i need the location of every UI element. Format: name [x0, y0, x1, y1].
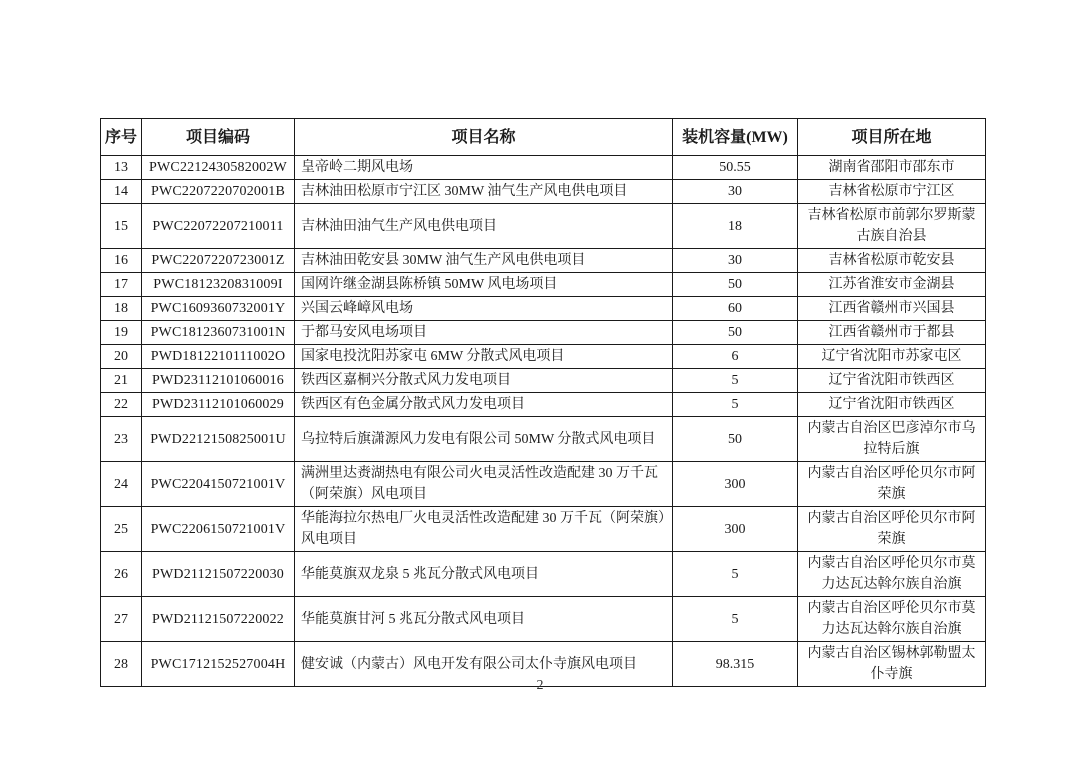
cell-code: PWC1712152527004H [142, 642, 295, 687]
page-number: 2 [536, 678, 544, 693]
cell-serial: 20 [101, 345, 142, 369]
cell-name: 国家电投沈阳苏家屯 6MW 分散式风电项目 [295, 345, 673, 369]
cell-capacity: 6 [673, 345, 798, 369]
cell-capacity: 98.315 [673, 642, 798, 687]
cell-code: PWC22072207210011 [142, 204, 295, 249]
cell-name: 铁西区有色金属分散式风力发电项目 [295, 393, 673, 417]
cell-code: PWC2204150721001V [142, 462, 295, 507]
cell-location: 内蒙古自治区呼伦贝尔市莫力达瓦达斡尔族自治旗 [798, 552, 986, 597]
cell-code: PWC1812320831009I [142, 273, 295, 297]
cell-serial: 24 [101, 462, 142, 507]
cell-location: 江苏省淮安市金湖县 [798, 273, 986, 297]
table-row [101, 417, 986, 462]
cell-name: 满洲里达赉湖热电有限公司火电灵活性改造配建 30 万千瓦（阿荣旗）风电项目 [295, 462, 673, 507]
table-row [101, 297, 986, 321]
table-row [101, 180, 986, 204]
header-capacity: 装机容量(MW) [673, 119, 798, 156]
table-body [101, 156, 986, 687]
cell-code: PWC2207220702001B [142, 180, 295, 204]
cell-name: 吉林油田油气生产风电供电项目 [295, 204, 673, 249]
cell-capacity: 5 [673, 369, 798, 393]
cell-name: 健安诚（内蒙古）风电开发有限公司太仆寺旗风电项目 [295, 642, 673, 687]
cell-code: PWD1812210111002O [142, 345, 295, 369]
cell-capacity: 50 [673, 273, 798, 297]
cell-serial: 17 [101, 273, 142, 297]
cell-name: 华能海拉尔热电厂火电灵活性改造配建 30 万千瓦（阿荣旗）风电项目 [295, 507, 673, 552]
cell-location: 吉林省松原市宁江区 [798, 180, 986, 204]
cell-location: 内蒙古自治区呼伦贝尔市阿荣旗 [798, 462, 986, 507]
cell-capacity: 50 [673, 321, 798, 345]
cell-name: 皇帝岭二期风电场 [295, 156, 673, 180]
cell-location: 江西省赣州市兴国县 [798, 297, 986, 321]
table-row [101, 597, 986, 642]
cell-location: 吉林省松原市乾安县 [798, 249, 986, 273]
table-row [101, 393, 986, 417]
cell-location: 辽宁省沈阳市铁西区 [798, 393, 986, 417]
cell-name: 于都马安风电场项目 [295, 321, 673, 345]
header-location: 项目所在地 [798, 119, 986, 156]
cell-name: 乌拉特后旗潇源风力发电有限公司 50MW 分散式风电项目 [295, 417, 673, 462]
table-row [101, 204, 986, 249]
cell-serial: 14 [101, 180, 142, 204]
cell-capacity: 50.55 [673, 156, 798, 180]
cell-serial: 16 [101, 249, 142, 273]
cell-serial: 21 [101, 369, 142, 393]
cell-location: 江西省赣州市于都县 [798, 321, 986, 345]
cell-capacity: 5 [673, 597, 798, 642]
cell-serial: 27 [101, 597, 142, 642]
cell-serial: 23 [101, 417, 142, 462]
cell-capacity: 300 [673, 462, 798, 507]
cell-serial: 28 [101, 642, 142, 687]
table-row [101, 273, 986, 297]
cell-capacity: 50 [673, 417, 798, 462]
table-row [101, 462, 986, 507]
cell-code: PWC2206150721001V [142, 507, 295, 552]
cell-capacity: 30 [673, 249, 798, 273]
table-row [101, 321, 986, 345]
cell-location: 辽宁省沈阳市苏家屯区 [798, 345, 986, 369]
cell-location: 内蒙古自治区巴彦淖尔市乌拉特后旗 [798, 417, 986, 462]
cell-code: PWC2212430582002W [142, 156, 295, 180]
project-table [100, 118, 986, 687]
table-row [101, 156, 986, 180]
cell-code: PWD23112101060029 [142, 393, 295, 417]
table-row [101, 552, 986, 597]
cell-code: PWC1812360731001N [142, 321, 295, 345]
cell-name: 吉林油田松原市宁江区 30MW 油气生产风电供电项目 [295, 180, 673, 204]
header-code: 项目编码 [142, 119, 295, 156]
cell-code: PWD21121507220030 [142, 552, 295, 597]
cell-serial: 18 [101, 297, 142, 321]
cell-serial: 13 [101, 156, 142, 180]
cell-capacity: 60 [673, 297, 798, 321]
cell-serial: 15 [101, 204, 142, 249]
cell-capacity: 300 [673, 507, 798, 552]
cell-code: PWC2207220723001Z [142, 249, 295, 273]
cell-location: 辽宁省沈阳市铁西区 [798, 369, 986, 393]
cell-name: 兴国云峰嶂风电场 [295, 297, 673, 321]
cell-capacity: 18 [673, 204, 798, 249]
cell-capacity: 5 [673, 552, 798, 597]
cell-name: 铁西区嘉桐兴分散式风力发电项目 [295, 369, 673, 393]
cell-code: PWD23112101060016 [142, 369, 295, 393]
cell-location: 内蒙古自治区锡林郭勒盟太仆寺旗 [798, 642, 986, 687]
cell-capacity: 30 [673, 180, 798, 204]
table-row [101, 369, 986, 393]
cell-code: PWC1609360732001Y [142, 297, 295, 321]
cell-code: PWD2212150825001U [142, 417, 295, 462]
cell-location: 内蒙古自治区呼伦贝尔市阿荣旗 [798, 507, 986, 552]
cell-name: 华能莫旗双龙泉 5 兆瓦分散式风电项目 [295, 552, 673, 597]
table-row [101, 345, 986, 369]
cell-name: 吉林油田乾安县 30MW 油气生产风电供电项目 [295, 249, 673, 273]
table-row [101, 507, 986, 552]
cell-location: 吉林省松原市前郭尔罗斯蒙古族自治县 [798, 204, 986, 249]
cell-location: 内蒙古自治区呼伦贝尔市莫力达瓦达斡尔族自治旗 [798, 597, 986, 642]
cell-serial: 25 [101, 507, 142, 552]
cell-capacity: 5 [673, 393, 798, 417]
cell-name: 国网许继金湖县陈桥镇 50MW 风电场项目 [295, 273, 673, 297]
cell-serial: 19 [101, 321, 142, 345]
cell-serial: 26 [101, 552, 142, 597]
header-name: 项目名称 [295, 119, 673, 156]
header-serial: 序号 [101, 119, 142, 156]
table-row [101, 249, 986, 273]
cell-name: 华能莫旗甘河 5 兆瓦分散式风电项目 [295, 597, 673, 642]
cell-serial: 22 [101, 393, 142, 417]
cell-location: 湖南省邵阳市邵东市 [798, 156, 986, 180]
cell-code: PWD21121507220022 [142, 597, 295, 642]
table-header-row [101, 119, 986, 156]
